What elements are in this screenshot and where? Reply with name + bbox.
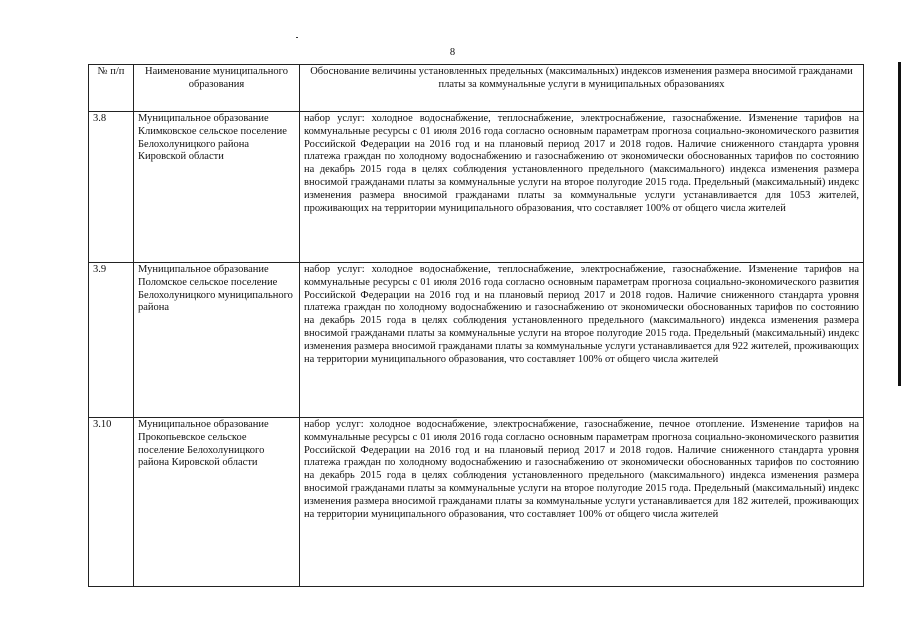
scan-edge-bar — [898, 62, 901, 386]
table-row — [89, 112, 864, 263]
table-row — [89, 418, 864, 587]
scan-speck — [296, 37, 298, 38]
table-header-row — [89, 65, 864, 112]
row-number: 3.10 — [89, 418, 134, 587]
justification-text: набор услуг: холодное водоснабжение, теплоснабжение, электроснабжение, газоснабжение. Изменение тарифов на коммунальные ресурсы с 01 июля 2016 года согласно основным параметрам прогноза социально-экономического развития Российской Федерации на 2016 год и на плановый период 2017 и 2018 годов. Наличие сниженного стандарта уровня платежа граждан по холодному водоснабжению и газоснабжению от экономически обоснованных тарифов по состоянию на декабрь 2015 года в целях соблюдения установленного предельного (максимального) индекса изменения размера вносимой гражданами платы за коммунальные услуги на второе полугодие 2015 года. Предельный (максимальный) индекс изменения размера вносимой гражданами платы за коммунальные услуги устанавливается для 922 жителей, проживающих на территории муниципального образования, что составляет 100% от общего числа жителей — [300, 263, 864, 418]
justification-text: набор услуг: холодное водоснабжение, теплоснабжение, электроснабжение, газоснабжение. Изменение тарифов на коммунальные ресурсы с 01 июля 2016 года согласно основным параметрам прогноза социально-экономического развития Российской Федерации на 2016 год и на плановый период 2017 и 2018 годов. Наличие сниженного стандарта уровня платежа граждан по холодному водоснабжению и газоснабжению от экономически обоснованных тарифов по состоянию на декабрь 2015 года в целях соблюдения установленного предельного (максимального) индекса изменения размера вносимой гражданами платы за коммунальные услуги на второе полугодие 2015 года. Предельный (максимальный) индекс изменения размера вносимой гражданами платы за коммунальные услуги устанавливается для 1053 жителей, проживающих на территории муниципального образования, что составляет 100% от общего числа жителей — [300, 112, 864, 263]
justification-table — [88, 64, 864, 587]
municipality-name: Муниципальное образование Климковское сельское поселение Белохолуницкого района Кировской области — [134, 112, 300, 263]
municipality-name: Муниципальное образование Прокопьевское сельское поселение Белохолуницкого района Кировской области — [134, 418, 300, 587]
row-number: 3.8 — [89, 112, 134, 263]
header-municipality-name: Наименование муниципального образования — [134, 65, 300, 112]
justification-text: набор услуг: холодное водоснабжение, электроснабжение, газоснабжение, печное отопление. Изменение тарифов на коммунальные ресурсы с 01 июля 2016 года согласно основным параметрам прогноза социально-экономического развития Российской Федерации на 2016 год и на плановый период 2017 и 2018 годов. Наличие сниженного стандарта уровня платежа граждан по холодному водоснабжению и газоснабжению от экономически обоснованных тарифов по состоянию на декабрь 2015 года в целях соблюдения установленного предельного (максимального) индекса изменения размера вносимой гражданами платы за коммунальные услуги на второе полугодие 2015 года. Предельный (максимальный) индекс изменения размера вносимой гражданами платы за коммунальные услуги устанавливается для 182 жителей, проживающих на территории муниципального образования, что составляет 100% от общего числа жителей — [300, 418, 864, 587]
row-number: 3.9 — [89, 263, 134, 418]
page-number: 8 — [449, 47, 456, 58]
municipality-name: Муниципальное образование Поломское сельское поселение Белохолуницкого муниципального района — [134, 263, 300, 418]
header-justification: Обоснование величины установленных предельных (максимальных) индексов изменения размера вносимой гражданами платы за коммунальные услуги в муниципальных образованиях — [300, 65, 864, 112]
header-number: № п/п — [89, 65, 134, 112]
table-row — [89, 263, 864, 418]
